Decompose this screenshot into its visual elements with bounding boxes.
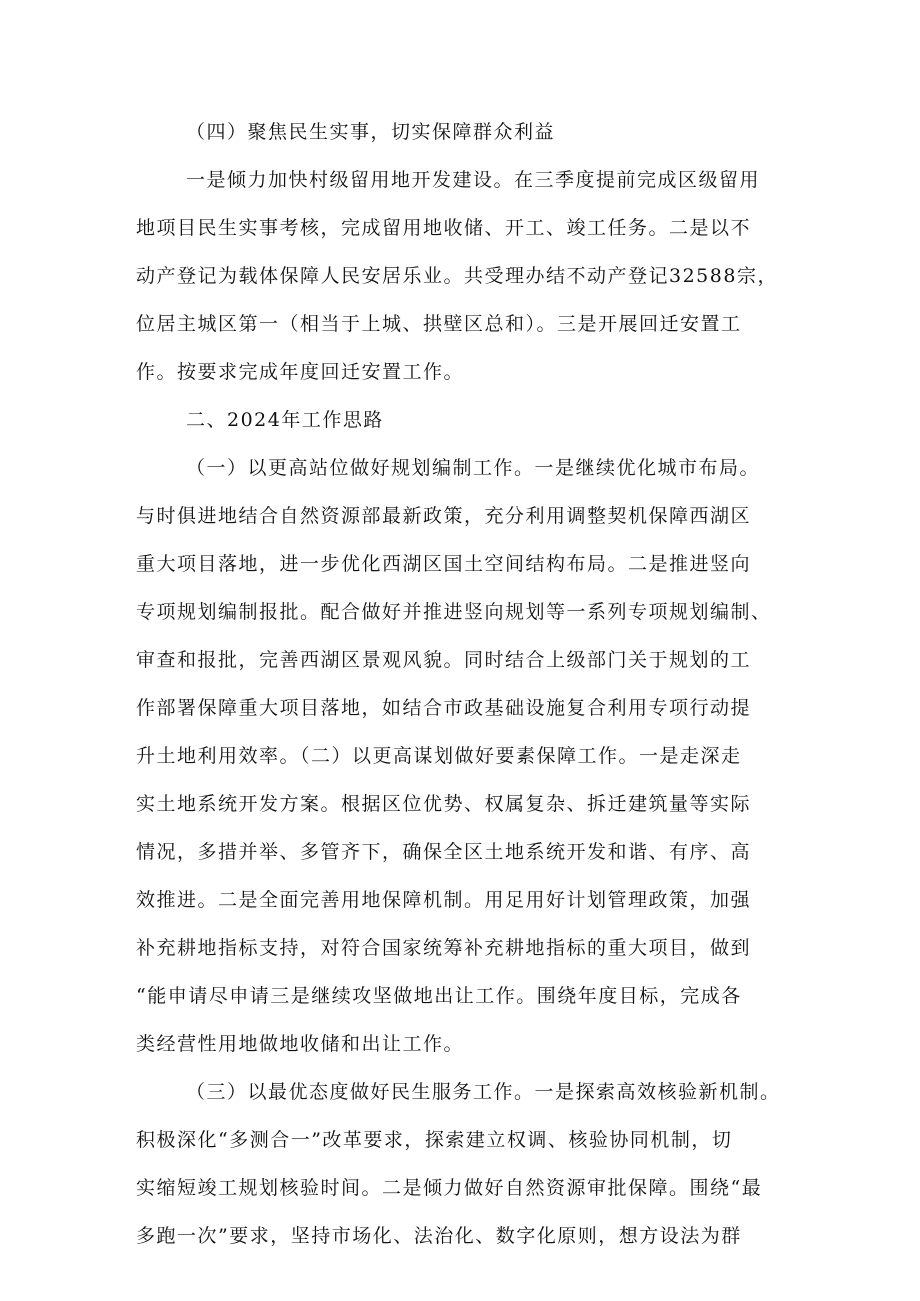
paragraph-line: “能申请尽申请三是继续攻坚做地出让工作。围绕年度目标，完成各 <box>136 985 742 1007</box>
paragraph-line: 升土地利用效率。（二）以更高谋划做好要素保障工作。一是走深走 <box>136 745 742 767</box>
section-heading-4: （四）聚焦民生实事，切实保障群众利益 <box>186 121 556 143</box>
paragraph-line: 专项规划编制报批。配合做好并推进竖向规划等一系列专项规划编制、 <box>136 601 772 623</box>
paragraph-line: 多跑一次”要求，坚持市场化、法治化、数字化原则，想方设法为群 <box>136 1225 742 1247</box>
paragraph-line: 作。按要求完成年度回迁安置工作。 <box>136 361 465 383</box>
paragraph-line: 位居主城区第一（相当于上城、拱壁区总和）。三是开展回迁安置工 <box>136 313 742 335</box>
paragraph-line: 实缩短竣工规划核验时间。二是倾力做好自然资源审批保障。围绕“最 <box>136 1177 763 1199</box>
paragraph-line: 积极深化“多测合一”改革要求，探索建立权调、核验协同机制，切 <box>136 1129 733 1151</box>
paragraph-line: 重大项目落地，进一步优化西湖区国土空间结构布局。二是推进竖向 <box>136 553 752 575</box>
paragraph-line: 动产登记为载体保障人民安居乐业。共受理办结不动产登记32588宗， <box>136 265 778 287</box>
paragraph-line: 效推进。二是全面完善用地保障机制。用足用好计划管理政策，加强 <box>136 889 752 911</box>
paragraph-line: 情况，多措并举、多管齐下，确保全区土地系统开发和谐、有序、高 <box>136 841 752 863</box>
paragraph-line: 类经营性用地做地收储和出让工作。 <box>136 1033 465 1055</box>
paragraph-line: 实土地系统开发方案。根据区位优势、权属复杂、拆迁建筑量等实际 <box>136 793 752 815</box>
paragraph-line: （三）以最优态度做好民生服务工作。一是探索高效核验新机制。 <box>186 1081 781 1103</box>
paragraph-line: 作部署保障重大项目落地，如结合市政基础设施复合利用专项行动提 <box>136 697 752 719</box>
paragraph-line: （一）以更高站位做好规划编制工作。一是继续优化城市布局。 <box>186 457 761 479</box>
paragraph-line: 地项目民生实事考核，完成留用地收储、开工、竣工任务。二是以不 <box>136 217 752 239</box>
section-heading-2: 二、2024年工作思路 <box>186 409 384 431</box>
paragraph-line: 与时俱进地结合自然资源部最新政策，充分利用调整契机保障西湖区 <box>136 505 752 527</box>
paragraph-line: 一是倾力加快村级留用地开发建设。在三季度提前完成区级留用 <box>186 169 761 191</box>
paragraph-line: 审查和报批，完善西湖区景观风貌。同时结合上级部门关于规划的工 <box>136 649 752 671</box>
paragraph-line: 补充耕地指标支持，对符合国家统筹补充耕地指标的重大项目，做到 <box>136 937 752 959</box>
